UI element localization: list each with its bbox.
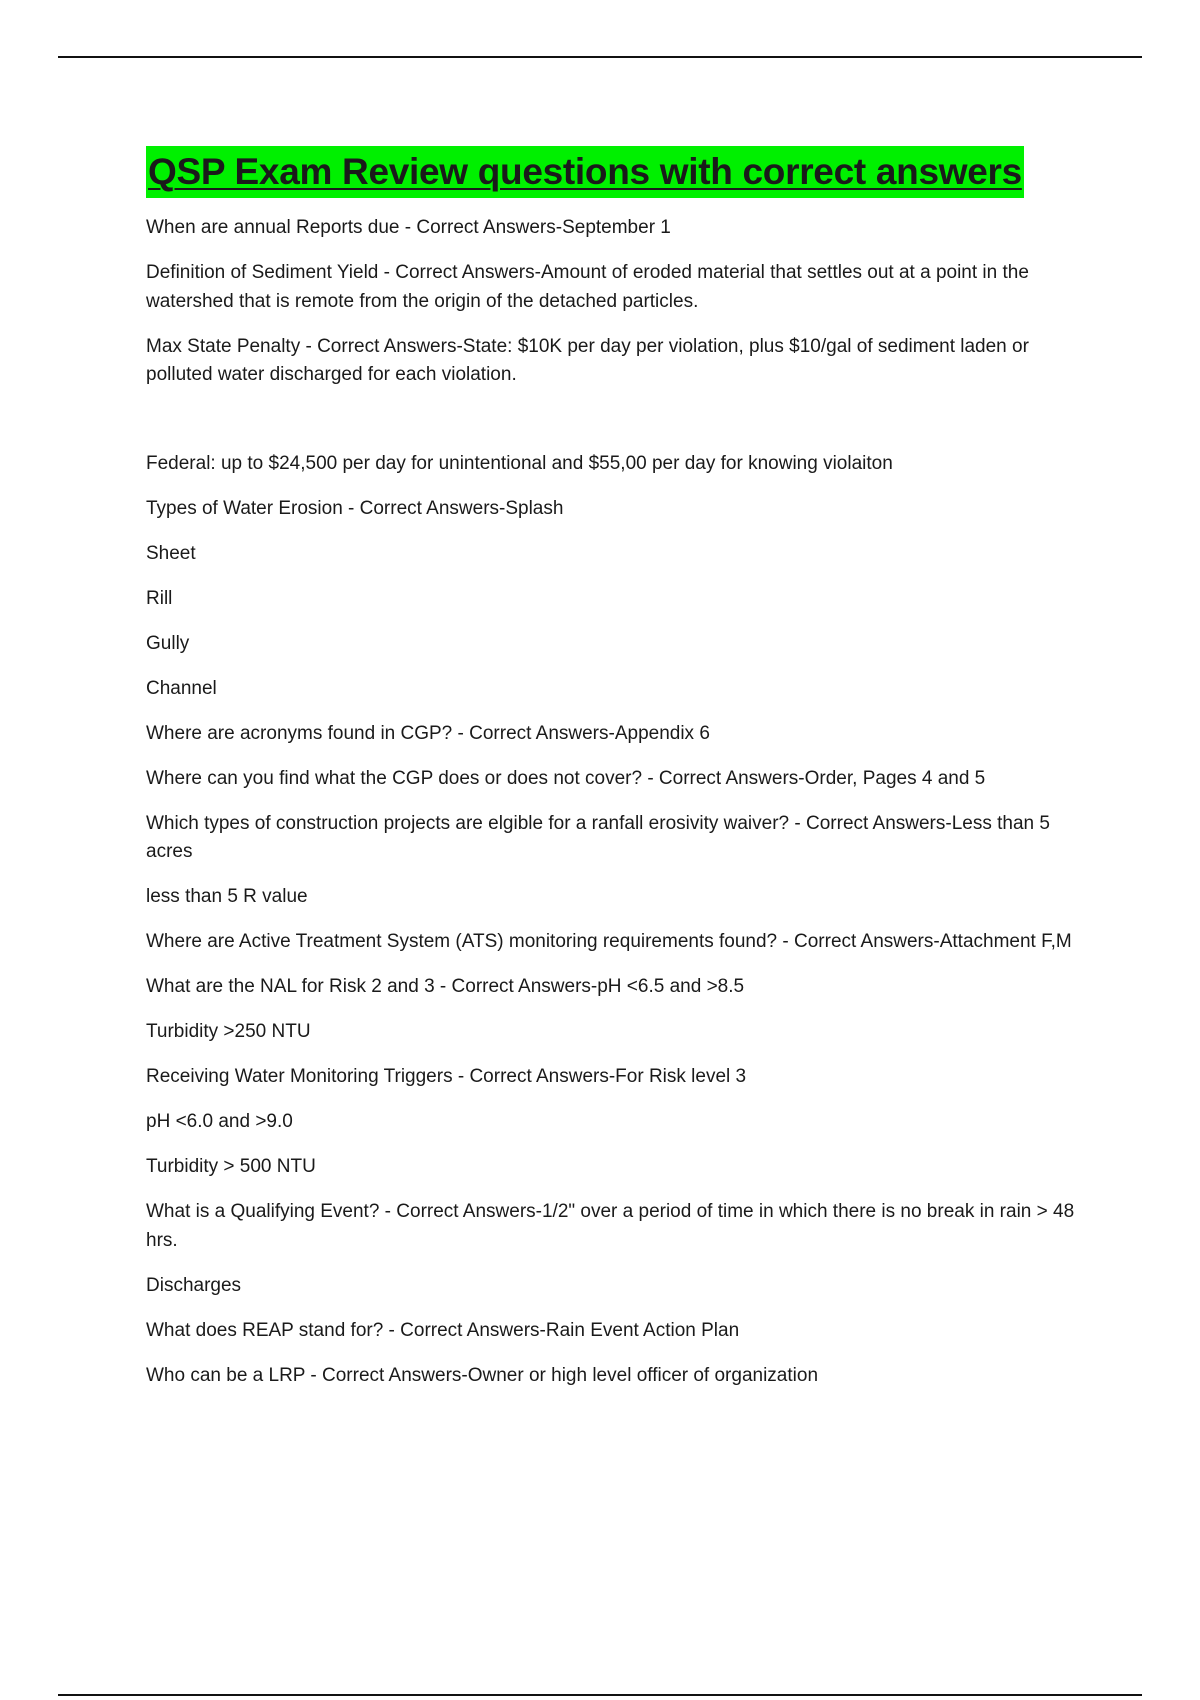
qa-erosivity-waiver: Which types of construction projects are elgible for a ranfall erosivity waiver? - Correct Answers-Less than 5 acres <box>146 812 1050 862</box>
receiving-water-turbidity: Turbidity > 500 NTU <box>146 1156 316 1177</box>
waiver-r-value: less than 5 R value <box>146 886 308 907</box>
document-body <box>146 146 1096 1407</box>
qa-lrp: Who can be a LRP - Correct Answers-Owner or high level officer of organization <box>146 1364 819 1386</box>
qa-federal-penalty: Federal: up to $24,500 per day for unintentional and $55,00 per day for knowing violaiton <box>146 452 893 474</box>
receiving-water-ph: pH <6.0 and >9.0 <box>146 1111 293 1132</box>
document-title: QSP Exam Review questions with correct answers <box>146 146 1024 198</box>
qa-reap: What does REAP stand for? - Correct Answers-Rain Event Action Plan <box>146 1319 740 1341</box>
qa-receiving-water: Receiving Water Monitoring Triggers - Correct Answers-For Risk level 3 <box>146 1066 747 1087</box>
nal-turbidity: Turbidity >250 NTU <box>146 1021 311 1042</box>
qa-annual-reports: When are annual Reports due - Correct Answers-September 1 <box>146 217 671 238</box>
page-bottom-rule <box>58 1694 1142 1696</box>
title-wrap <box>146 146 1096 198</box>
qa-acronyms-cgp: Where are acronyms found in CGP? - Correct Answers-Appendix 6 <box>146 722 710 744</box>
page-top-rule <box>58 56 1142 58</box>
erosion-type-channel: Channel <box>146 677 217 699</box>
qa-water-erosion-types: Types of Water Erosion - Correct Answers-Splash <box>146 497 564 519</box>
qa-cgp-coverage: Where can you find what the CGP does or does not cover? - Correct Answers-Order, Pages 4 and 5 <box>146 767 986 789</box>
qualifying-event-discharges: Discharges <box>146 1274 242 1296</box>
qa-max-state-penalty: Max State Penalty - Correct Answers-State: $10K per day per violation, plus $10/gal of sediment laden or polluted water discharged for each violation. <box>146 335 1029 385</box>
qa-ats-monitoring: Where are Active Treatment System (ATS) monitoring requirements found? - Correct Answers-Attachment F,M <box>146 931 1072 952</box>
qa-nal-risk: What are the NAL for Risk 2 and 3 - Correct Answers-pH <6.5 and >8.5 <box>146 976 745 997</box>
erosion-type-gully: Gully <box>146 632 190 654</box>
erosion-type-rill: Rill <box>146 587 173 609</box>
qa-qualifying-event: What is a Qualifying Event? - Correct Answers-1/2" over a period of time in which there is no break in rain > 48 hrs. <box>146 1201 1075 1251</box>
erosion-type-sheet: Sheet <box>146 542 196 564</box>
qa-sediment-yield: Definition of Sediment Yield - Correct Answers-Amount of eroded material that settles out at a point in the watershed that is remote from the origin of the detached particles. <box>146 262 1029 312</box>
